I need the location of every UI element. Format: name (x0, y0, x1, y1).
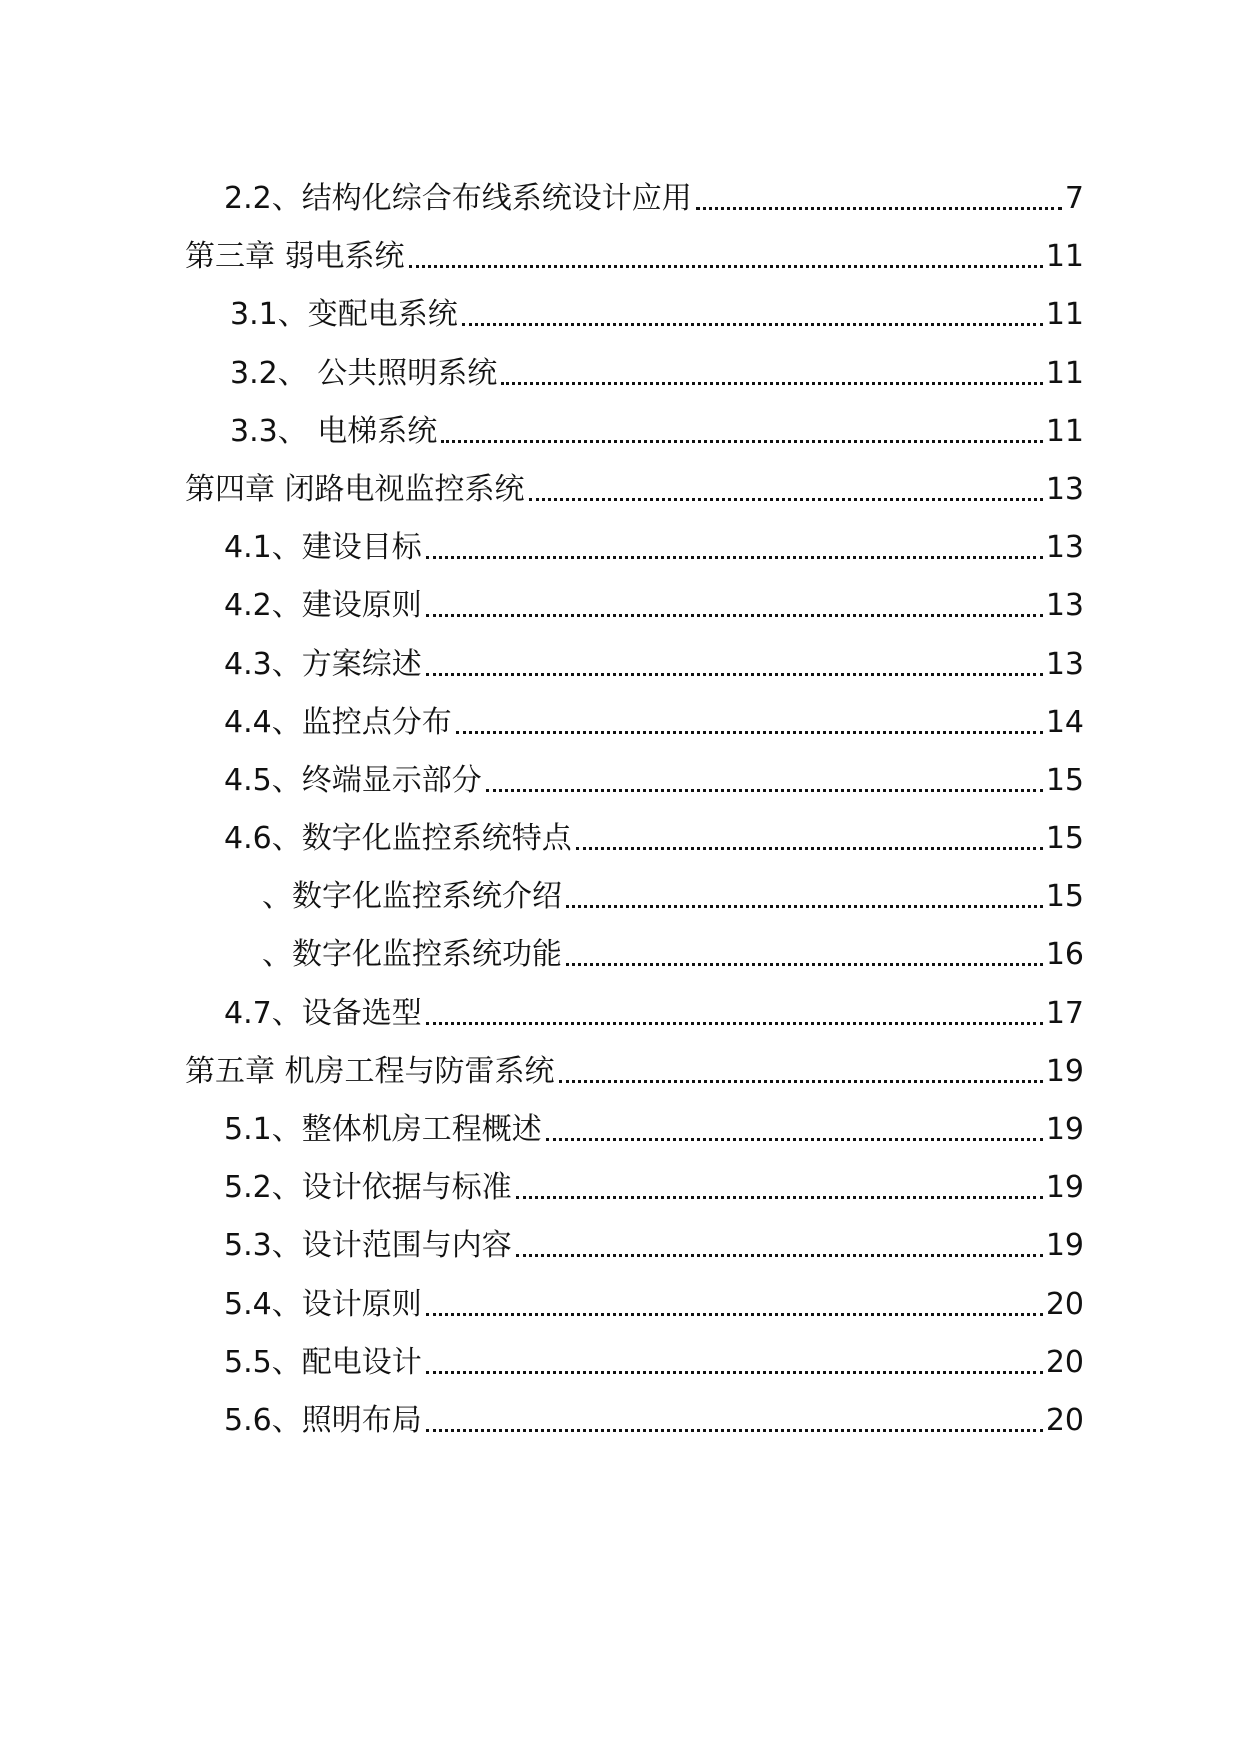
toc-leader (426, 673, 1043, 676)
toc-entry[interactable] (0, 936, 1241, 994)
toc-entry[interactable] (0, 355, 1241, 413)
toc-entry[interactable] (0, 471, 1241, 529)
toc-entry[interactable] (0, 1286, 1241, 1344)
toc-entry-page: 13 (1045, 646, 1084, 682)
toc-entry-page: 20 (1045, 1402, 1084, 1438)
toc-leader (516, 1196, 1043, 1199)
toc-leader (501, 382, 1043, 385)
toc-entry-label: 4.5、终端显示部分 (224, 762, 482, 798)
toc-entry-label: 3.3、 电梯系统 (230, 413, 438, 449)
toc-leader (426, 1371, 1043, 1374)
toc-entry-label: 5.2、设计依据与标准 (224, 1170, 512, 1206)
toc-entry-label: 4.1、建设目标 (224, 530, 422, 566)
toc-entry[interactable] (0, 762, 1241, 820)
toc-entry[interactable] (0, 1227, 1241, 1285)
toc-entry-label: 第五章 机房工程与防雷系统 (185, 1053, 555, 1089)
toc-leader (529, 498, 1043, 501)
toc-entry-label: 5.4、设计原则 (224, 1286, 422, 1322)
toc-entry-label: 3.1、变配电系统 (230, 297, 458, 333)
toc-entry[interactable] (0, 878, 1241, 936)
toc-entry-page: 11 (1045, 355, 1084, 391)
toc-entry-page: 19 (1045, 1170, 1084, 1206)
toc-entry-page: 15 (1045, 762, 1084, 798)
toc-entry-page: 19 (1045, 1228, 1084, 1264)
toc-entry[interactable] (0, 1402, 1241, 1460)
toc-leader (441, 440, 1043, 443)
toc-entry-label: 、数字化监控系统功能 (262, 937, 562, 973)
toc-entry-label: 第四章 闭路电视监控系统 (185, 471, 525, 507)
toc-entry-page: 15 (1045, 879, 1084, 915)
toc-entry-label: 2.2、结构化综合布线系统设计应用 (224, 181, 692, 216)
toc-entry-page: 15 (1045, 821, 1084, 857)
toc-entry[interactable] (0, 1111, 1241, 1169)
toc-entry-page: 13 (1045, 471, 1084, 507)
toc-leader (426, 1429, 1043, 1432)
toc-entry-page: 20 (1045, 1286, 1084, 1322)
toc-entry[interactable] (0, 1344, 1241, 1402)
toc-entry-label: 5.6、照明布局 (224, 1402, 422, 1438)
toc-leader (696, 207, 1062, 210)
toc-entry-label: 5.5、配电设计 (224, 1344, 422, 1380)
toc-leader (516, 1254, 1043, 1257)
toc-leader (426, 1022, 1043, 1025)
toc-entry[interactable] (0, 238, 1241, 296)
toc-entry-page: 17 (1045, 995, 1084, 1031)
toc-entry[interactable] (0, 646, 1241, 704)
toc-leader (426, 556, 1043, 559)
toc-entry-page: 20 (1045, 1344, 1084, 1380)
toc-entry[interactable] (0, 704, 1241, 762)
toc-leader (462, 323, 1043, 326)
toc-entry[interactable] (0, 1053, 1241, 1111)
toc-leader (426, 614, 1043, 617)
toc-leader (566, 905, 1043, 908)
toc-leader (559, 1080, 1043, 1083)
toc-entry-page: 7 (1064, 181, 1084, 216)
toc-leader (566, 963, 1043, 966)
toc-entry-label: 3.2、 公共照明系统 (230, 355, 498, 391)
toc-entry-page: 11 (1045, 239, 1084, 275)
toc-entry[interactable] (0, 820, 1241, 878)
toc-entry-page: 19 (1045, 1053, 1084, 1089)
toc-entry-page: 14 (1045, 704, 1084, 740)
toc-entry-label: 4.2、建设原则 (224, 588, 422, 624)
toc-entry-label: 4.3、方案综述 (224, 646, 422, 682)
toc-entry[interactable] (0, 587, 1241, 645)
toc-leader (409, 265, 1043, 268)
toc-entry-label: 第三章 弱电系统 (185, 239, 405, 275)
toc-leader (426, 1313, 1043, 1316)
toc-entry[interactable] (0, 1169, 1241, 1227)
toc-entry-page: 11 (1045, 297, 1084, 333)
toc-entry-page: 19 (1045, 1112, 1084, 1147)
table-of-contents (0, 180, 1241, 1460)
toc-entry-label: 5.1、整体机房工程概述 (224, 1112, 542, 1147)
toc-leader (546, 1138, 1043, 1141)
toc-leader (486, 789, 1043, 792)
toc-entry-label: 4.7、设备选型 (224, 995, 422, 1031)
toc-entry[interactable] (0, 995, 1241, 1053)
toc-entry-page: 13 (1045, 530, 1084, 566)
toc-entry-label: 、数字化监控系统介绍 (262, 879, 562, 915)
toc-entry-label: 4.4、监控点分布 (224, 704, 452, 740)
toc-entry[interactable] (0, 529, 1241, 587)
toc-leader (576, 847, 1043, 850)
toc-entry-label: 5.3、设计范围与内容 (224, 1228, 512, 1264)
toc-entry[interactable] (0, 296, 1241, 354)
toc-entry-page: 13 (1045, 588, 1084, 624)
toc-entry-page: 16 (1045, 937, 1084, 973)
toc-entry[interactable] (0, 413, 1241, 471)
toc-leader (456, 731, 1043, 734)
toc-entry-page: 11 (1045, 413, 1084, 449)
toc-entry[interactable] (0, 180, 1241, 238)
toc-entry-label: 4.6、数字化监控系统特点 (224, 821, 572, 857)
